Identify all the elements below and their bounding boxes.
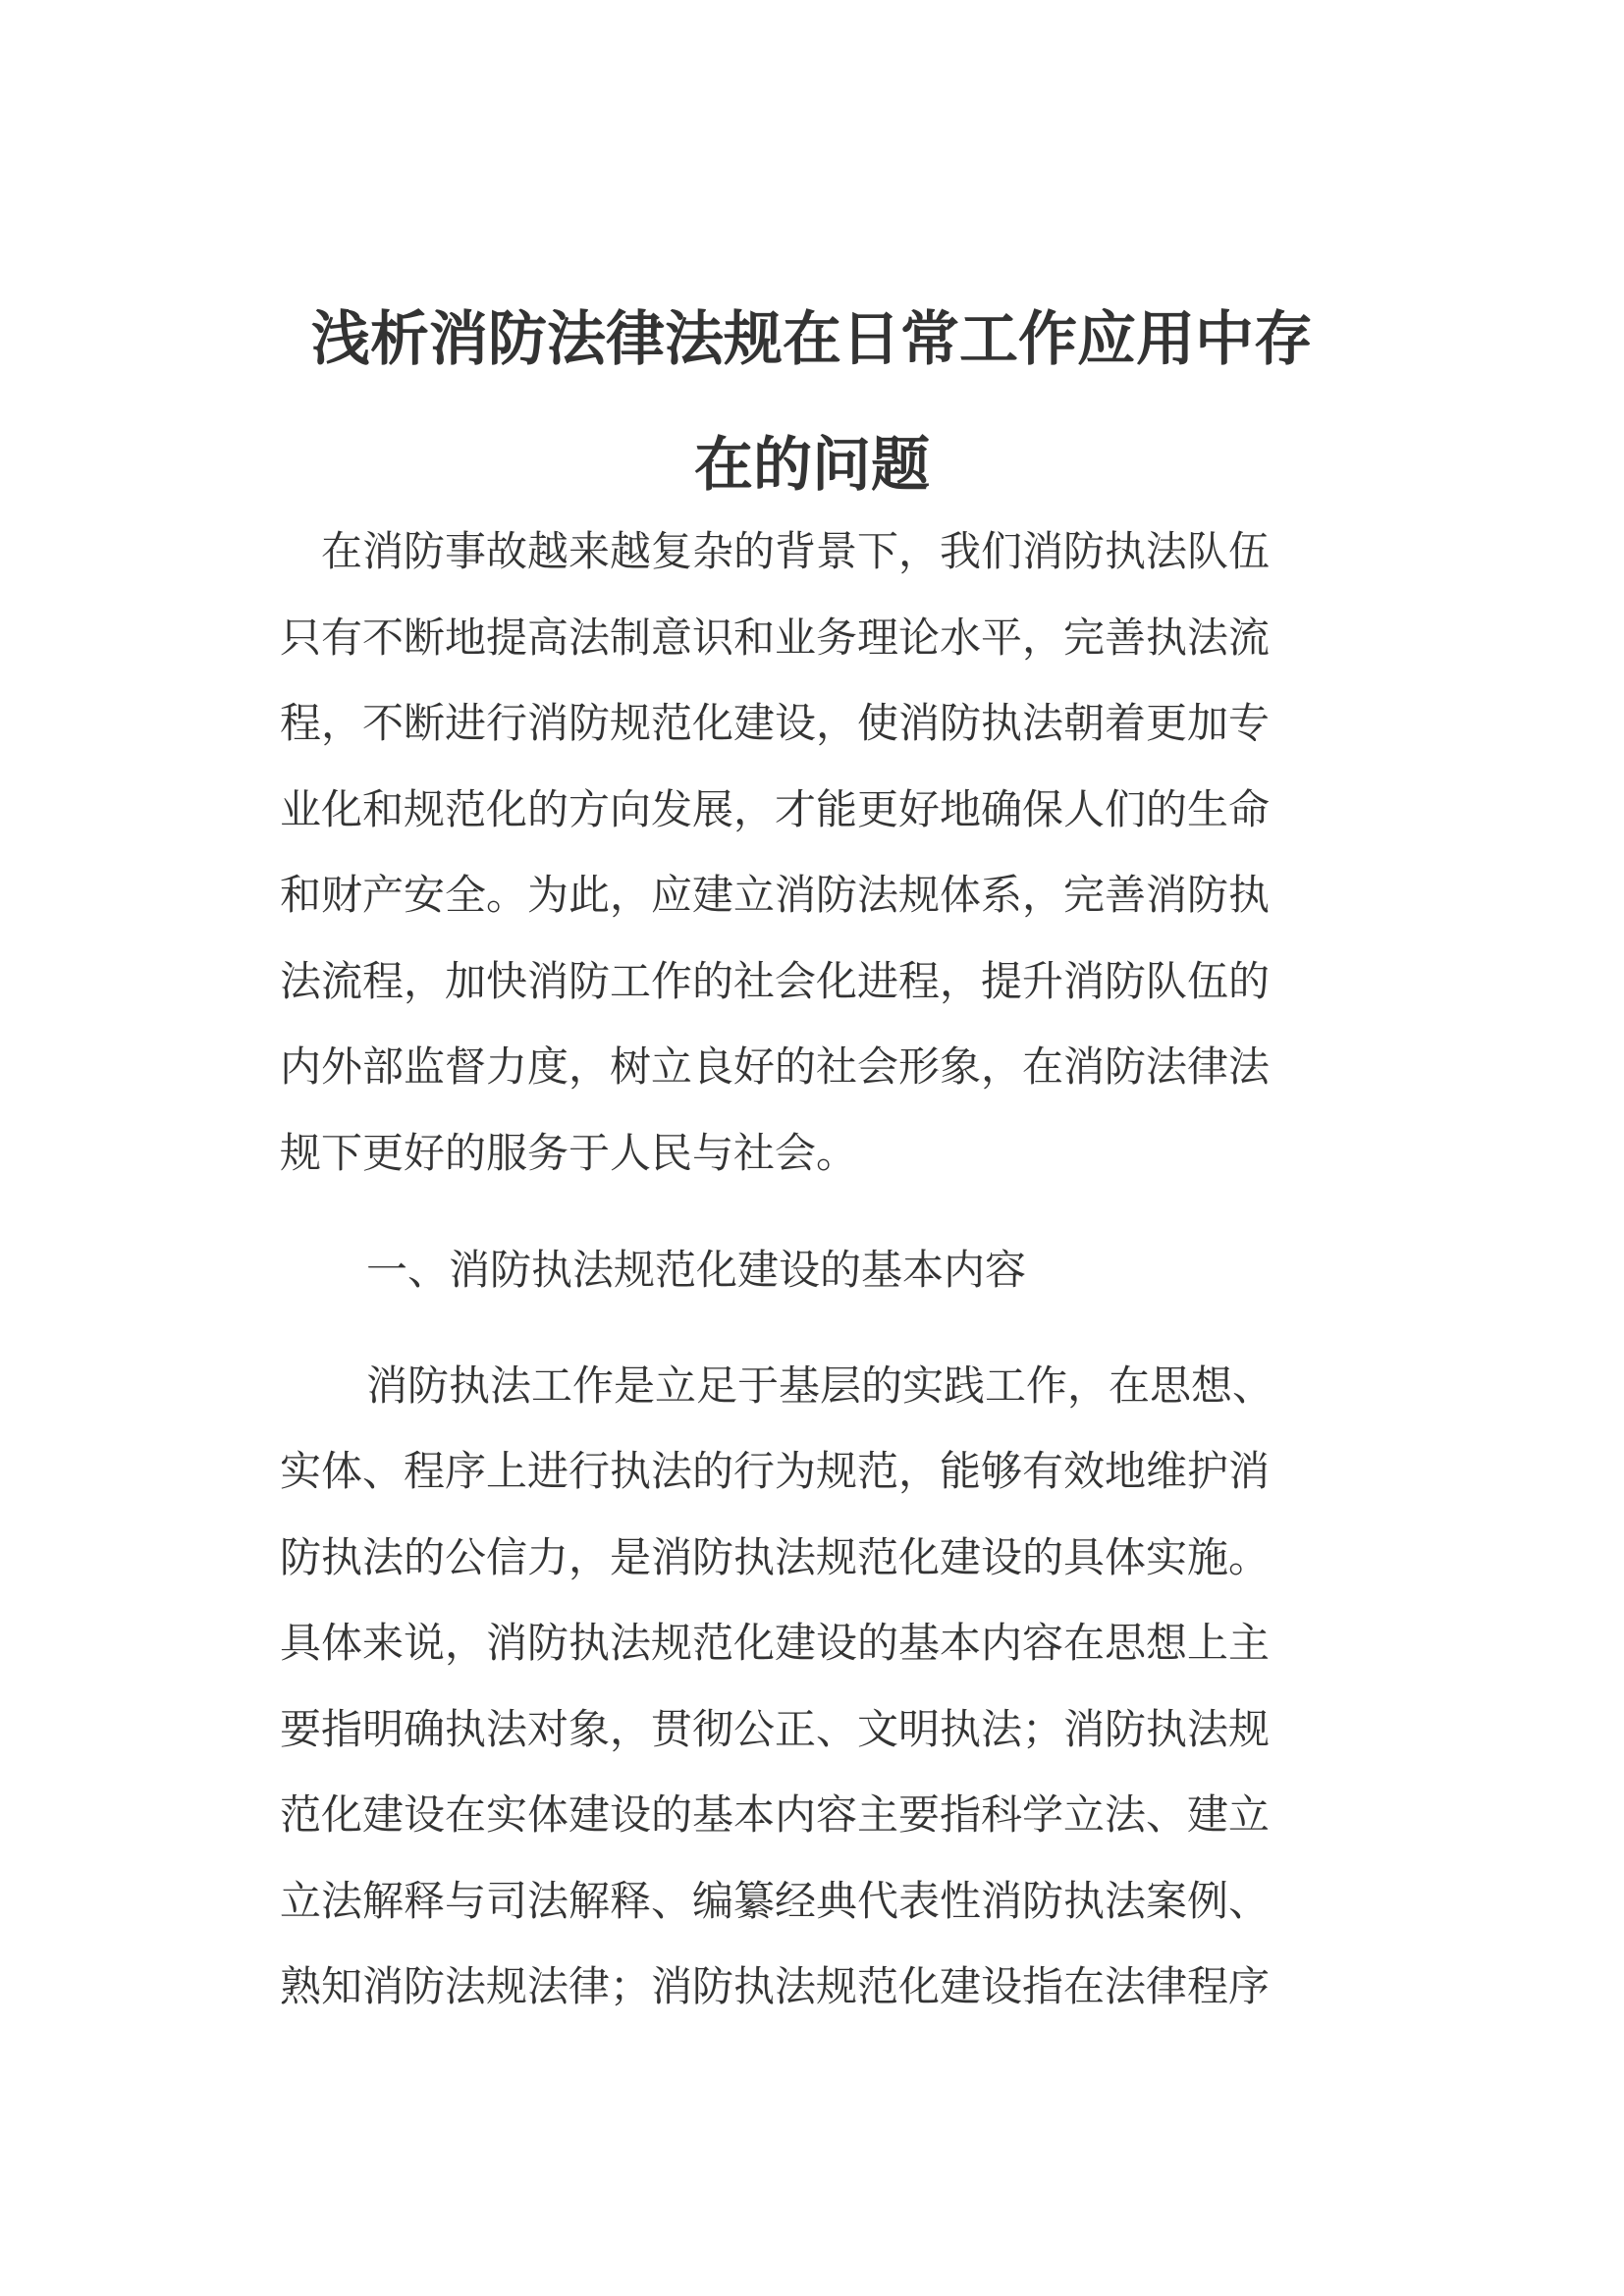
paragraph-line: 消防执法工作是立足于基层的实践工作，在思想、: [366, 1361, 1274, 1410]
paragraph-line: 内外部监督力度，树立良好的社会形象，在消防法律法: [280, 1042, 1271, 1091]
paragraph-line: 法流程，加快消防工作的社会化进程，提升消防队伍的: [280, 956, 1271, 1005]
paragraph-line: 业化和规范化的方向发展，才能更好地确保人们的生命: [280, 784, 1271, 833]
title-line-1: 浅析消防法律法规在日常工作应用中存: [311, 305, 1313, 374]
paragraph-line: 具体来说，消防执法规范化建设的基本内容在思想上主: [280, 1619, 1271, 1667]
document-body: [280, 508, 1340, 2030]
section-paragraph: [280, 1343, 1340, 2030]
paragraph-line: 防执法的公信力，是消防执法规范化建设的具体实施。: [280, 1532, 1271, 1581]
paragraph-line: 规下更好的服务于人民与社会。: [280, 1128, 858, 1177]
title-line-2: 在的问题: [694, 431, 930, 500]
paragraph-line: 熟知消防法规法律；消防执法规范化建设指在法律程序: [280, 1962, 1271, 2010]
paragraph-line: 实体、程序上进行执法的行为规范，能够有效地维护消: [280, 1447, 1271, 1495]
paragraph-line: 要指明确执法对象，贯彻公正、文明执法；消防执法规: [280, 1704, 1271, 1753]
spacer: [280, 1313, 1340, 1343]
paragraph-line: 立法解释与司法解释、编纂经典代表性消防执法案例、: [280, 1876, 1271, 1925]
paragraph-line: 在消防事故越来越复杂的背景下，我们消防执法队伍: [321, 527, 1271, 575]
spacer: [280, 1196, 1340, 1227]
paragraph-line: 和财产安全。为此，应建立消防法规体系，完善消防执: [280, 871, 1271, 919]
paragraph-line: 范化建设在实体建设的基本内容主要指科学立法、建立: [280, 1790, 1271, 1839]
document-title: [236, 277, 1388, 528]
paragraph-line: 只有不断地提高法制意识和业务理论水平，完善执法流: [280, 613, 1271, 662]
section-heading: 一、消防执法规范化建设的基本内容: [366, 1246, 1027, 1294]
intro-paragraph: [280, 508, 1340, 1196]
paragraph-line: 程，不断进行消防规范化建设，使消防执法朝着更加专: [280, 699, 1271, 747]
